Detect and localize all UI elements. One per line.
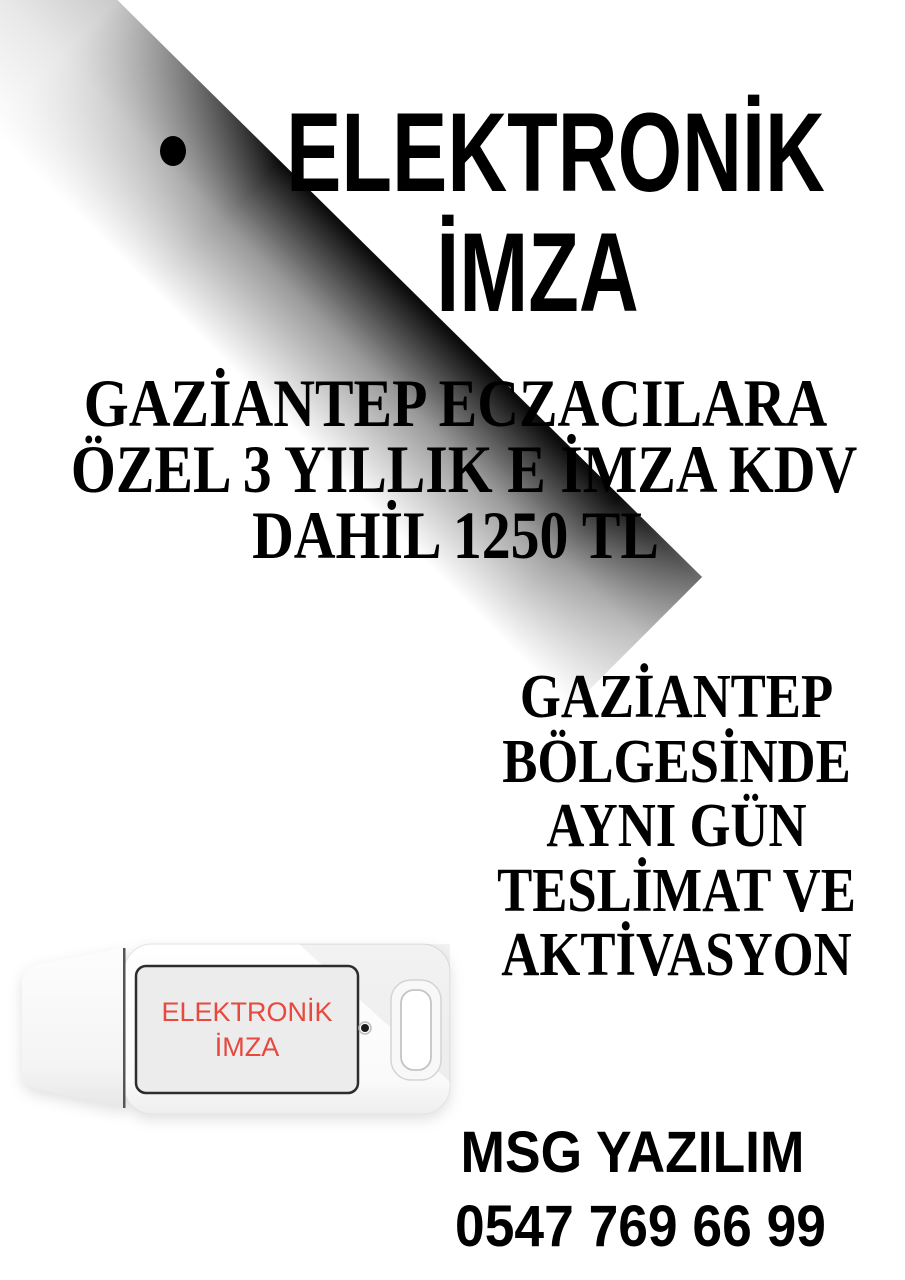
page-title-line1: ELEKTRONİK — [286, 90, 825, 215]
offer-line-1: GAZİANTEP ECZACILARA — [83, 365, 828, 441]
delivery-line-2: BÖLGESİNDE — [502, 727, 851, 796]
usb-cap-separator — [123, 948, 126, 1108]
offer-line-3: DAHİL 1250 TL — [252, 497, 659, 573]
contact-phone: 0547 769 66 99 — [455, 1194, 826, 1259]
usb-label-line2: İMZA — [214, 1032, 280, 1062]
usb-lanyard-hole — [401, 990, 431, 1070]
contact-company: MSG YAZILIM — [460, 1120, 805, 1185]
delivery-text-block — [292, 665, 905, 988]
title-bullet-icon — [160, 136, 186, 166]
usb-label-line1: ELEKTRONİK — [161, 997, 333, 1027]
delivery-line-1: GAZİANTEP — [519, 663, 834, 731]
page-title-line2: İMZA — [436, 210, 639, 335]
delivery-line-3: AYNI GÜN — [546, 792, 807, 860]
delivery-line-4: TESLİMAT VE — [497, 856, 856, 925]
offer-line-2: ÖZEL 3 YILLIK E İMZA KDV — [70, 431, 858, 507]
delivery-line-5: AKTİVASYON — [501, 921, 852, 989]
usb-cap — [22, 948, 124, 1108]
usb-led-dot — [361, 1024, 369, 1032]
offer-text-block — [70, 365, 858, 573]
